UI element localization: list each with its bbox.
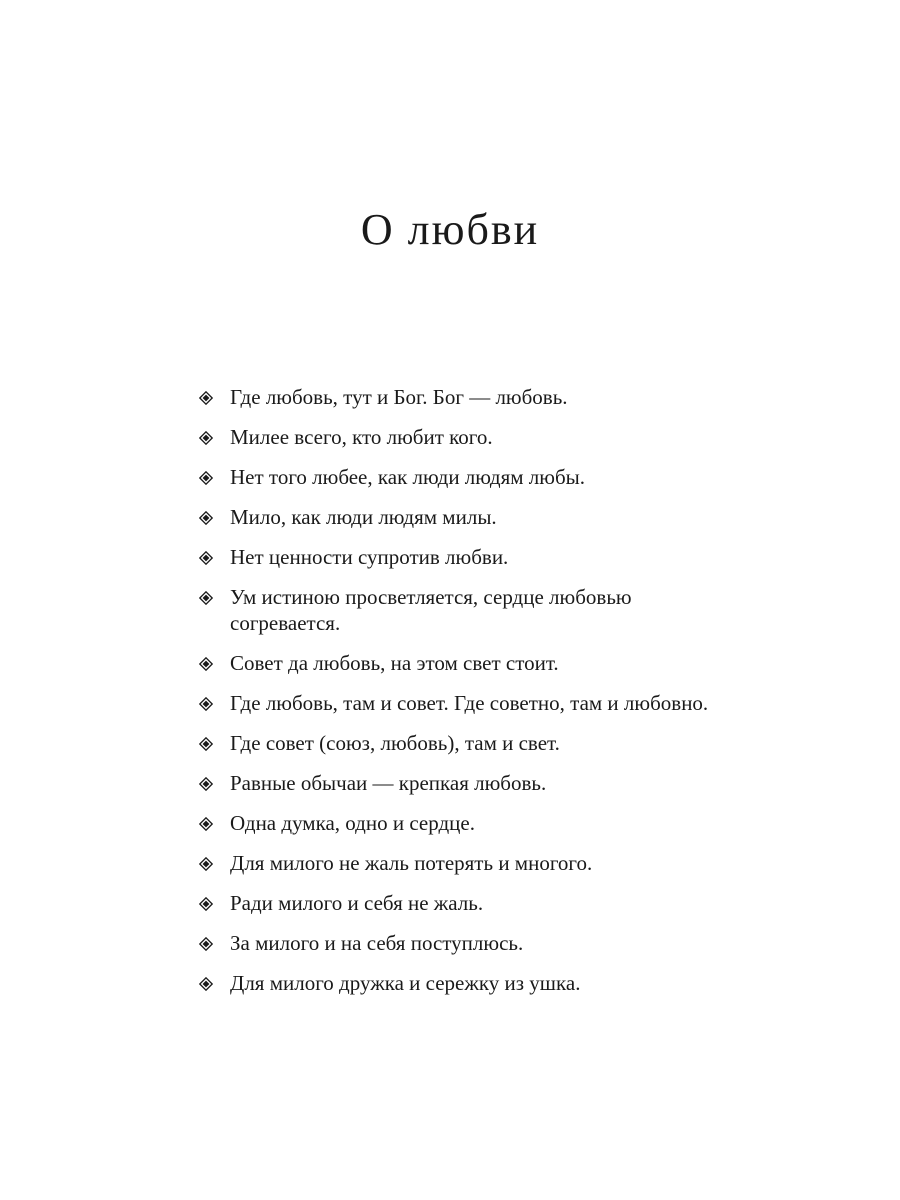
proverb-text: Нет ценности супротив любви. [230,545,509,569]
list-item [196,930,716,956]
proverb-text: Для милого дружка и сережку из ушка. [230,971,581,995]
proverb-text: Равные обычаи — крепкая любовь. [230,771,547,795]
list-item [196,770,716,796]
list-item [196,690,716,716]
diamond-bullet-icon [199,777,213,791]
proverb-text: Одна думка, одно и сердце. [230,811,475,835]
list-item [196,544,716,570]
proverb-text: Где любовь, тут и Бог. Бог — любовь. [230,385,568,409]
proverb-list [196,384,716,1010]
proverb-text: Для милого не жаль потерять и многого. [230,851,593,875]
diamond-bullet-icon [199,551,213,565]
list-item [196,464,716,490]
proverb-text: Ум истиною просветляется, сердце любовью согревается. [230,585,632,635]
list-item [196,650,716,676]
chapter-title: О любви [360,205,540,254]
diamond-bullet-icon [199,897,213,911]
list-item [196,584,716,636]
diamond-bullet-icon [199,591,213,605]
list-item [196,384,716,410]
list-item [196,504,716,530]
proverb-text: За милого и на себя поступлюсь. [230,931,524,955]
diamond-bullet-icon [199,511,213,525]
list-item [196,810,716,836]
diamond-bullet-icon [199,431,213,445]
proverb-text: Ради милого и себя не жаль. [230,891,484,915]
diamond-bullet-icon [199,697,213,711]
diamond-bullet-icon [199,857,213,871]
proverb-text: Нет того любее, как люди людям любы. [230,465,586,489]
proverb-text: Совет да любовь, на этом свет стоит. [230,651,559,675]
list-item [196,730,716,756]
list-item [196,850,716,876]
diamond-bullet-icon [199,471,213,485]
diamond-bullet-icon [199,657,213,671]
proverb-text: Мило, как люди людям милы. [230,505,497,529]
list-item [196,890,716,916]
list-item [196,424,716,450]
proverb-text: Милее всего, кто любит кого. [230,425,493,449]
diamond-bullet-icon [199,391,213,405]
diamond-bullet-icon [199,817,213,831]
proverb-text: Где совет (союз, любовь), там и свет. [230,731,560,755]
diamond-bullet-icon [199,977,213,991]
diamond-bullet-icon [199,937,213,951]
diamond-bullet-icon [199,737,213,751]
list-item [196,970,716,996]
proverb-text: Где любовь, там и совет. Где советно, там и любовно. [230,691,709,715]
